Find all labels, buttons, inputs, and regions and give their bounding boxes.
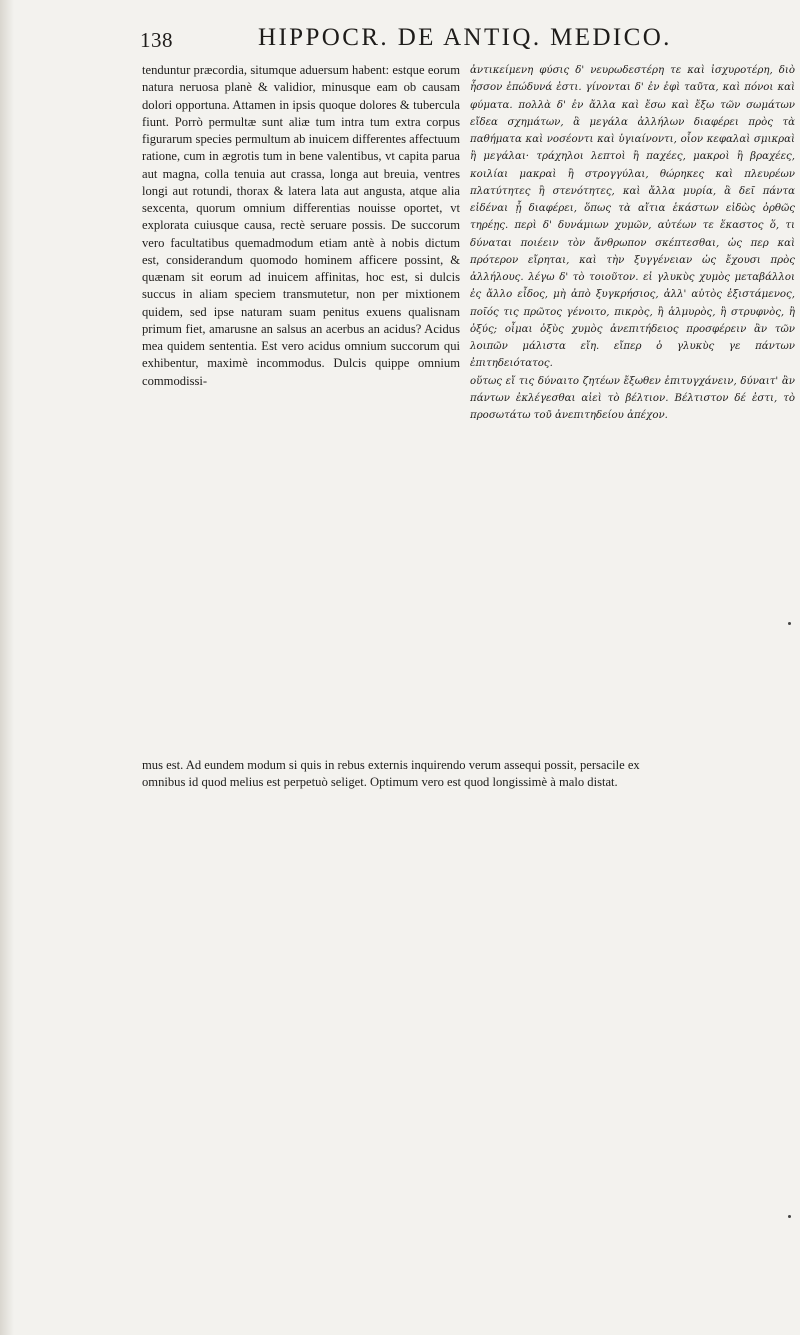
running-title: HIPPOCR. DE ANTIQ. MEDICO. (258, 24, 672, 51)
ink-speck (788, 1215, 791, 1218)
latin-column (142, 62, 460, 390)
full-width-line-2: omnibus id quod melius est perpetuò seliget. Optimum vero est quod longissimè à malo distat. (142, 775, 618, 790)
greek-column (470, 62, 795, 424)
page-header (140, 22, 680, 58)
full-width-lines (142, 757, 794, 792)
ink-speck (788, 622, 791, 625)
greek-paragraph: ἀντικείμενη φύσις δ' νευρωδεστέρη τε καὶ ἰσχυροτέρη, διὸ ἧσσον ἐπώδυνά ἐστι. γίνονται δ' ἐν ἐφὶ ταῦτα, καὶ πόνοι καὶ φύματα. πολλὰ δ' ἐν ἄλλα καὶ ἔσω καὶ ἔξω τῶν σωμάτων εἴδεα σχημάτων, ἃ μεγάλα ἀλλήλων διαφέρει πρὸς τὰ παθήματα καὶ νοσέοντι καὶ ὑγιαίνοντι, οἷον κεφαλαὶ σμικραὶ ἢ μεγάλαι· τράχηλοι λεπτοὶ ἢ παχέες, μακροὶ ἢ βραχέες, κοιλίαι μακραὶ ἢ στρογγύλαι, θώρηκες καὶ πλευρέων πλατύτητες ἢ στενότητες, καὶ ἄλλα μυρία, ἃ δεῖ πάντα εἰδέναι ᾗ διαφέρει, ὅπως τὰ αἴτια ἑκάστων εἰδὼς ὀρθῶς τηρέῃς. περὶ δ' δυνάμιων χυμῶν, αὐτέων τε ἕκαστος ὅ, τι δύναται ποιέειν τὸν ἄνθρωπον σκέπτεσθαι, ὡς περ καὶ πρότερον εἴρηται, καὶ τὴν ξυγγένειαν ὡς ἔχουσι πρὸς ἀλλήλους. λέγω δ' τὸ τοιοῦτον. εἰ γλυκὺς χυμὸς μεταβάλλοι ἐς ἄλλο εἶδος, μὴ ἀπὸ ξυγκρήσιος, ἀλλ' αὐτὸς ἐξιστάμενος, ποῖός τις πρῶτος γένοιτο, πικρὸς, ἢ ἁλμυρὸς, ἢ στρυφνὸς, ἢ ὀξύς; οἶμαι ὀξὺς χυμὸς ἀνεπιτήδειος προσφέρειν ἂν τῶν λοιπῶν μάλιστα εἴη. εἴπερ ὁ γλυκὺς γε πάντων ἐπιτηδειότατος. (470, 65, 795, 370)
greek-paragraph-tail: οὕτως εἴ τις δύναιτο ζητέων ἔξωθεν ἐπιτυγχάνειν, δύναιτ' ἂν πάντων ἐκλέγεσθαι αἰεὶ τὸ βέλτιον. Βέλτιστον δέ ἐστι, τὸ προσωτάτω τοῦ ἀνεπιτηδείου ἀπέχον. (470, 375, 795, 421)
page-number: 138 (140, 28, 173, 52)
latin-paragraph: tenduntur præcordia, situmque aduersum habent: estque eorum natura neruosa planè & validior, minusque eam ob causam dolori opportuna. Attamen in ipsis quoque dolores & tubercula fiunt. Porrò permultæ sunt aliæ tum intra tum extra corpus figurarum species permultum ab inuicem differentes affectuum ratione, cum in ægrotis tum in bene valentibus, vt capita parua aut magna, colla tenuia aut crassa, longa aut breuia, ventres longi aut rotundi, thorax & latera lata aut angusta, atque alia sexcenta, quorum omnium differentias nouisse oportet, vt explorata cuiusque causa, rectè seruare possis. De succorum vero facultatibus quemadmodum etiam antè à nobis dictum est, considerandum quomodo hominem afficere possint, & quænam sit eorum ad inuicem affinitas, hoc est, si dulcis succus in aliam speciem transmutetur, non per mixtionem quidem, sed ipse naturam suam penitus exuens qualisnam primum fiet, amarusne an salsus an acerbus an acidus? Acidus mea quidem sententia. Est vero acidus omnium succorum qui exhibentur, maximè incommodus. Dulcis quippe omnium commodissi- (142, 63, 460, 388)
page-gutter-shadow (0, 0, 14, 1335)
full-width-line-1: mus est. Ad eundem modum si quis in rebus externis inquirendo verum assequi possit, persacile ex (142, 758, 640, 772)
